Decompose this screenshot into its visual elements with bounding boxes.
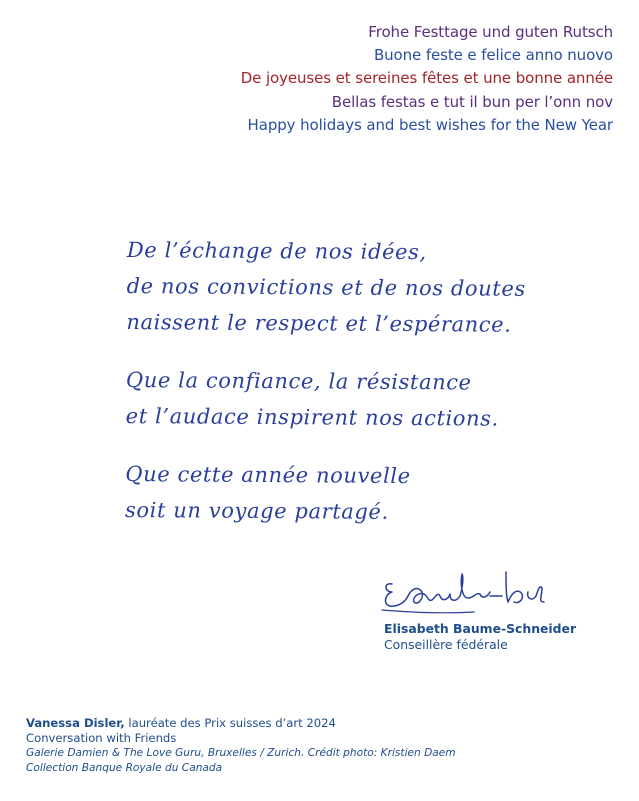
artist-award: lauréate des Prix suisses d’art 2024 (124, 716, 336, 730)
greeting-italian: Buone feste e felice anno nuovo (373, 46, 613, 65)
message-line: soit un voyage partagé. (124, 497, 389, 524)
artist-name: Vanessa Disler, (26, 716, 125, 730)
signer-block (384, 621, 576, 653)
message-paragraph-3 (125, 456, 525, 531)
message-paragraph-1 (126, 232, 526, 343)
greeting-english: Happy holidays and best wishes for the New Year (247, 115, 613, 134)
signer-role: Conseillère fédérale (384, 637, 508, 652)
handwritten-message (125, 232, 526, 553)
greeting-german: Frohe Festtage und guten Rutsch (368, 23, 613, 41)
greetings-block (241, 21, 613, 137)
message-line: Que la confiance, la résistance (125, 367, 472, 395)
message-line: Que cette année nouvelle (125, 461, 411, 488)
message-paragraph-2 (126, 362, 526, 437)
artwork-title: Conversation with Friends (26, 731, 177, 745)
signer-name: Elisabeth Baume-Schneider (384, 621, 577, 636)
gallery-credit: Galerie Damien & The Love Guru, Bruxelles / Zurich. Crédit photo: Kristien Daem (26, 747, 456, 759)
message-line: De l’échange de nos idées, (126, 237, 427, 265)
message-line: de nos convictions et de nos doutes (126, 273, 526, 301)
credit-artist-line (26, 716, 456, 731)
signature-icon (378, 562, 558, 620)
greeting-romansh: Bellas festas e tut il bun per l’onn nov (331, 92, 613, 111)
artwork-credits (26, 716, 456, 776)
message-line: naissent le respect et l’espérance. (126, 309, 512, 337)
handwritten-signature (378, 562, 558, 620)
greeting-french: De joyeuses et sereines fêtes et une bonne année (240, 69, 613, 88)
collection-credit: Collection Banque Royale du Canada (26, 762, 223, 774)
message-line: et l’audace inspirent nos actions. (125, 403, 499, 431)
